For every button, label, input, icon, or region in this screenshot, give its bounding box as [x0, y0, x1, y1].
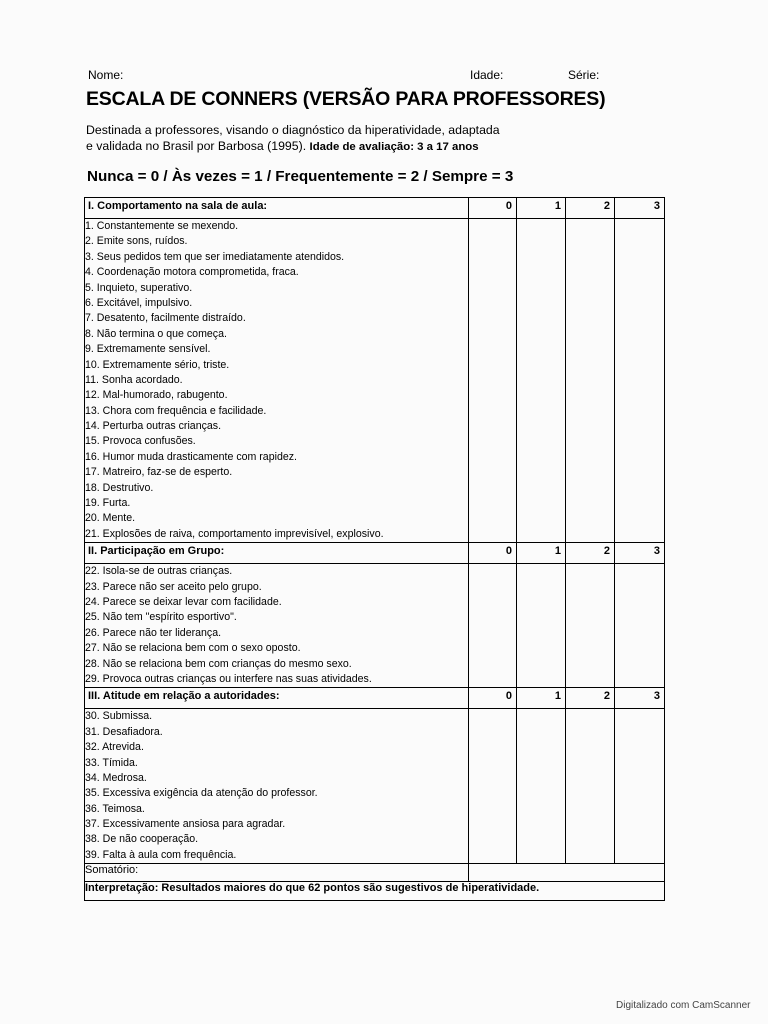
- score-column-header: 0: [469, 198, 517, 219]
- total-value-cell[interactable]: [469, 864, 665, 882]
- list-item: 17. Matreiro, faz-se de esperto.: [85, 466, 233, 479]
- list-item: 4. Coordenação motora comprometida, fraca.: [85, 266, 299, 279]
- table-body: [85, 198, 665, 901]
- section-header-row: [85, 543, 665, 564]
- score-column-header: 2: [566, 688, 615, 709]
- list-item: 35. Excessiva exigência da atenção do professor.: [85, 787, 318, 800]
- score-column-header: 2: [566, 198, 615, 219]
- list-item: 14. Perturba outras crianças.: [85, 420, 222, 433]
- list-item: 34. Medrosa.: [85, 771, 147, 784]
- list-item: 5. Inquieto, superativo.: [85, 281, 193, 294]
- list-item: 21. Explosões de raiva, comportamento imprevisível, explosivo.: [85, 527, 384, 540]
- description: [86, 122, 556, 155]
- score-cell[interactable]: [566, 564, 615, 688]
- age-range: Idade de avaliação: 3 a 17 anos: [309, 141, 479, 153]
- score-column-header: 0: [469, 688, 517, 709]
- score-cell[interactable]: [517, 219, 566, 543]
- list-item: 36. Teimosa.: [85, 802, 145, 815]
- score-column-header: 3: [615, 543, 665, 564]
- list-item: 30. Submissa.: [85, 710, 153, 723]
- section-title: III. Atitude em relação a autoridades:: [85, 688, 469, 709]
- list-item: 2. Emite sons, ruídos.: [85, 235, 188, 248]
- score-cell[interactable]: [469, 564, 517, 688]
- list-item: 38. De não cooperação.: [85, 833, 199, 846]
- score-cell[interactable]: [517, 709, 566, 864]
- description-line-2-text: e validada no Brasil por Barbosa (1995).: [86, 139, 307, 153]
- description-line-2: [86, 138, 556, 155]
- item-list: [85, 564, 469, 688]
- list-item: 11. Sonha acordado.: [85, 373, 183, 386]
- list-item: 18. Destrutivo.: [85, 481, 154, 494]
- score-column-header: 2: [566, 543, 615, 564]
- score-column-header: 1: [517, 198, 566, 219]
- list-item: 39. Falta à aula com frequência.: [85, 848, 237, 861]
- section-header-row: [85, 688, 665, 709]
- interpretation-row: [85, 882, 665, 901]
- list-item: 23. Parece não ser aceito pelo grupo.: [85, 580, 262, 593]
- list-item: 9. Extremamente sensível.: [85, 343, 211, 356]
- score-column-header: 1: [517, 688, 566, 709]
- list-item: 3. Seus pedidos tem que ser imediatamente atendidos.: [85, 250, 345, 263]
- list-item: 27. Não se relaciona bem com o sexo oposto.: [85, 642, 301, 655]
- list-item: 29. Provoca outras crianças ou interfere nas suas atividades.: [85, 672, 372, 685]
- section-header-row: [85, 198, 665, 219]
- item-list: [85, 219, 469, 543]
- score-cell[interactable]: [517, 564, 566, 688]
- list-item: 32. Atrevida.: [85, 741, 144, 754]
- list-item: 25. Não tem "espírito esportivo".: [85, 611, 237, 624]
- interpretation-note: Interpretação: Resultados maiores do que 62 pontos são sugestivos de hiperatividade.: [85, 882, 665, 901]
- score-cell[interactable]: [469, 709, 517, 864]
- description-line-1: Destinada a professores, visando o diagnóstico da hiperatividade, adaptada: [86, 123, 500, 137]
- list-item: 19. Furta.: [85, 497, 131, 510]
- score-cell[interactable]: [615, 219, 665, 543]
- list-item: 22. Isola-se de outras crianças.: [85, 565, 233, 578]
- list-item: 16. Humor muda drasticamente com rapidez.: [85, 450, 297, 463]
- list-item: 6. Excitável, impulsivo.: [85, 296, 193, 309]
- list-item: 37. Excessivamente ansiosa para agradar.: [85, 818, 286, 831]
- grade-label: Série:: [568, 68, 600, 82]
- score-cell[interactable]: [566, 709, 615, 864]
- list-item: 20. Mente.: [85, 512, 136, 525]
- score-column-header: 0: [469, 543, 517, 564]
- list-item: 31. Desafiadora.: [85, 725, 163, 738]
- score-column-header: 3: [615, 198, 665, 219]
- score-column-header: 3: [615, 688, 665, 709]
- list-item: 24. Parece se deixar levar com facilidade.: [85, 595, 282, 608]
- score-cell[interactable]: [615, 564, 665, 688]
- list-item: 8. Não termina o que começa.: [85, 327, 227, 340]
- scanner-watermark: Digitalizado com CamScanner: [616, 1000, 751, 1011]
- section-items-row: [85, 564, 665, 688]
- list-item: 7. Desatento, facilmente distraído.: [85, 312, 246, 325]
- score-column-header: 1: [517, 543, 566, 564]
- list-item: 15. Provoca confusões.: [85, 435, 196, 448]
- list-item: 10. Extremamente sério, triste.: [85, 358, 230, 371]
- name-label: Nome:: [88, 68, 124, 82]
- list-item: 28. Não se relaciona bem com crianças do mesmo sexo.: [85, 657, 352, 670]
- score-cell[interactable]: [469, 219, 517, 543]
- list-item: 1. Constantemente se mexendo.: [85, 220, 239, 232]
- item-list: [85, 709, 469, 864]
- section-items-row: [85, 709, 665, 864]
- list-item: 13. Chora com frequência e facilidade.: [85, 404, 267, 417]
- list-item: 33. Tímida.: [85, 756, 138, 769]
- page-title: ESCALA DE CONNERS (VERSÃO PARA PROFESSORES): [86, 88, 606, 110]
- total-row: [85, 864, 665, 882]
- section-title: I. Comportamento na sala de aula:: [85, 198, 469, 219]
- total-label: Somatório:: [85, 864, 469, 882]
- section-title: II. Participação em Grupo:: [85, 543, 469, 564]
- list-item: 26. Parece não ter liderança.: [85, 626, 222, 639]
- section-items-row: [85, 219, 665, 543]
- rating-scale-legend: Nunca = 0 / Às vezes = 1 / Frequentemente = 2 / Sempre = 3: [87, 168, 514, 185]
- conners-rating-table: [84, 197, 665, 901]
- score-cell[interactable]: [615, 709, 665, 864]
- list-item: 12. Mal-humorado, rabugento.: [85, 389, 228, 402]
- age-label: Idade:: [470, 68, 504, 82]
- score-cell[interactable]: [566, 219, 615, 543]
